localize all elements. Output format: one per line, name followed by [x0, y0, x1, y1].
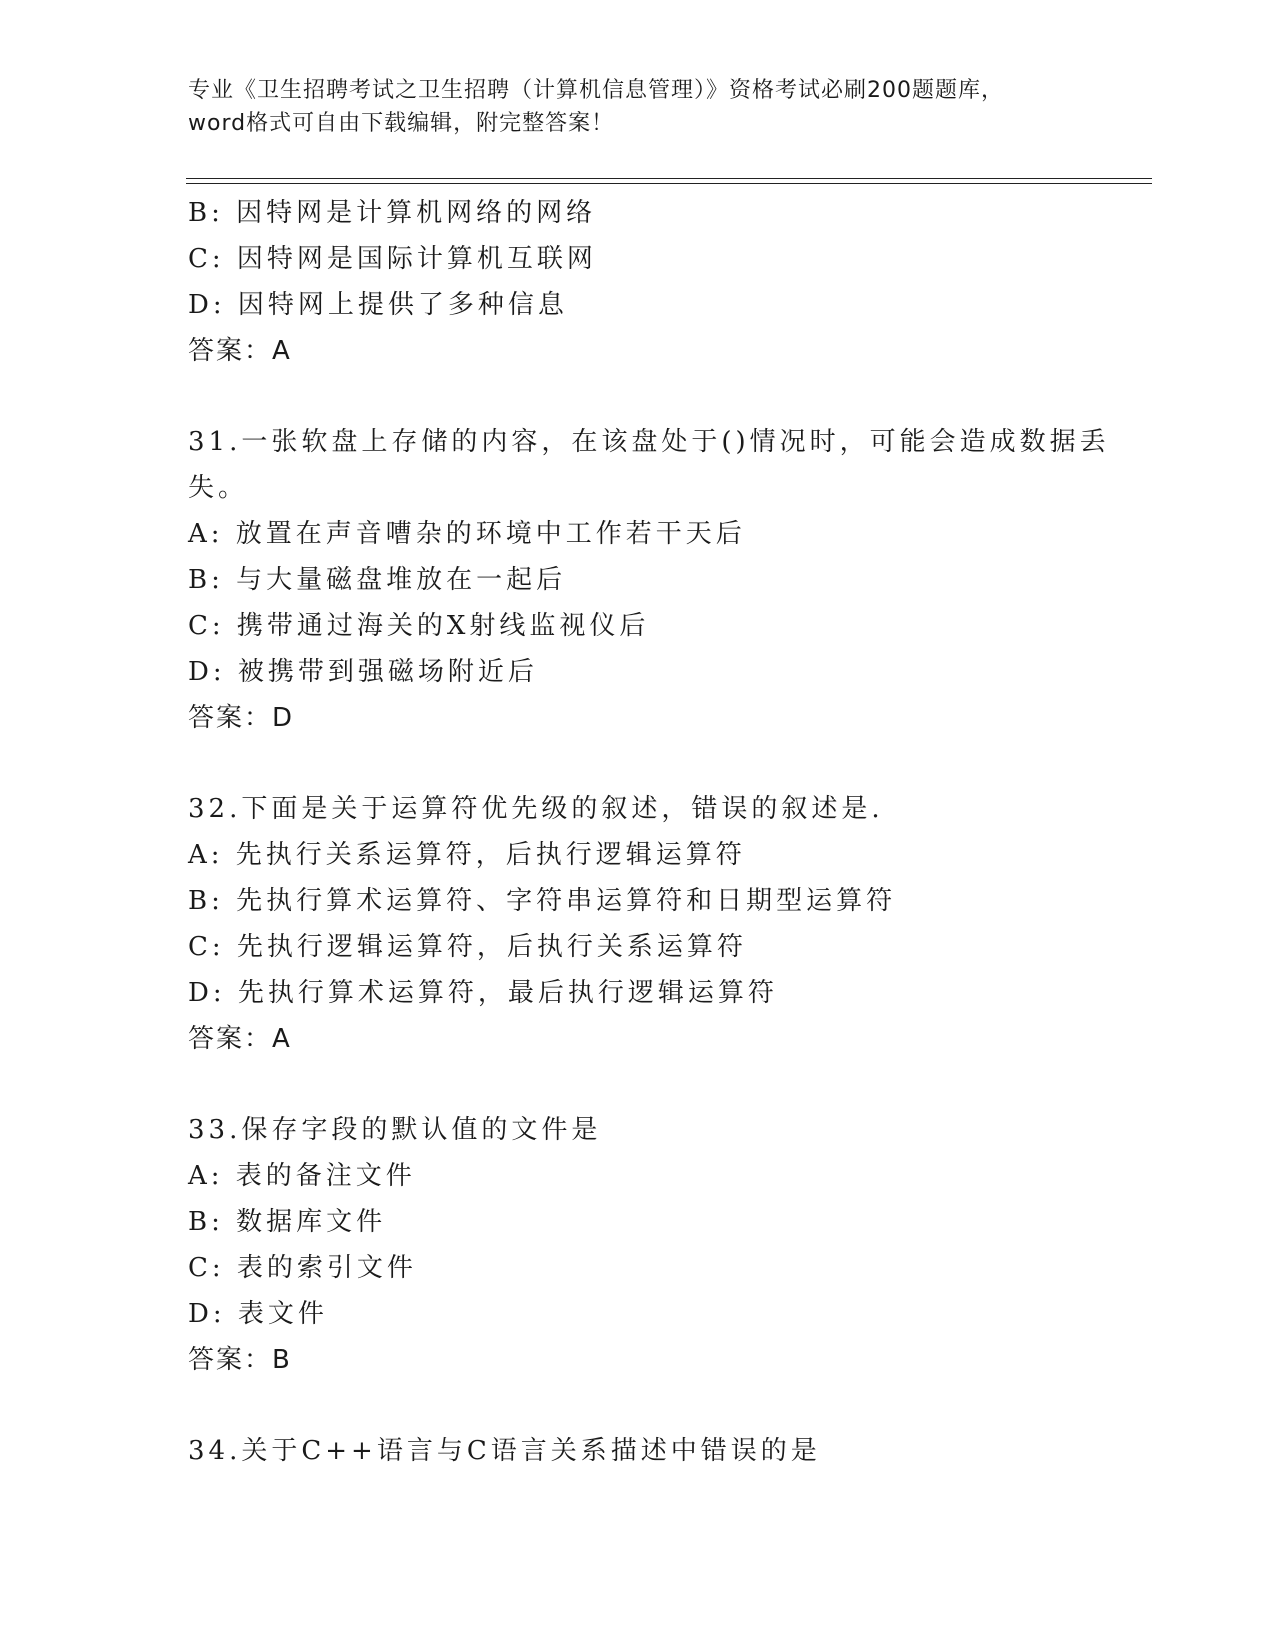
question-32-text: 32.下面是关于运算符优先级的叙述，错误的叙述是.	[188, 794, 884, 824]
option-d: D: 被携带到强磁场附近后	[188, 657, 538, 687]
answer-label: 答案：B	[188, 1345, 292, 1375]
option-d: D: 因特网上提供了多种信息	[188, 290, 568, 320]
option-a: A: 表的备注文件	[188, 1161, 416, 1191]
question-block-34	[188, 1428, 1088, 1474]
header-line-2: word格式可自由下载编辑，附完整答案！	[188, 111, 615, 136]
question-block-32	[188, 786, 1088, 1062]
option-d: D: 先执行算术运算符，最后执行逻辑运算符	[188, 978, 778, 1008]
header-line-1: 专业《卫生招聘考试之卫生招聘（计算机信息管理）》资格考试必刷200题题库，	[188, 78, 1004, 103]
question-31-text-line-1: 31.一张软盘上存储的内容，在该盘处于()情况时，可能会造成数据丢	[188, 427, 1110, 457]
question-34-text: 34.关于C++语言与C语言关系描述中错误的是	[188, 1436, 821, 1466]
option-b: B: 与大量磁盘堆放在一起后	[188, 565, 567, 595]
question-31-text-line-2: 失。	[188, 473, 249, 503]
option-c: C: 表的索引文件	[188, 1253, 417, 1283]
option-b: B: 数据库文件	[188, 1207, 387, 1237]
option-b: B: 因特网是计算机网络的网络	[188, 198, 597, 228]
option-b: B: 先执行算术运算符、字符串运算符和日期型运算符	[188, 886, 897, 916]
option-d: D: 表文件	[188, 1299, 328, 1329]
question-block-continued	[188, 190, 1088, 374]
header-divider-bottom	[186, 183, 1152, 184]
option-c: C: 携带通过海关的X射线监视仪后	[188, 611, 650, 641]
question-list	[188, 190, 1110, 1474]
option-a: A: 先执行关系运算符，后执行逻辑运算符	[188, 840, 746, 870]
question-block-33	[188, 1107, 1088, 1383]
option-c: C: 先执行逻辑运算符，后执行关系运算符	[188, 932, 747, 962]
option-a: A: 放置在声音嘈杂的环境中工作若干天后	[188, 519, 746, 549]
option-c: C: 因特网是国际计算机互联网	[188, 244, 597, 274]
answer-label: 答案：D	[188, 703, 295, 733]
question-33-text: 33.保存字段的默认值的文件是	[188, 1115, 602, 1145]
answer-label: 答案：A	[188, 1024, 292, 1054]
answer-label: 答案：A	[188, 336, 292, 366]
question-block-31	[188, 419, 1110, 741]
document-header	[188, 74, 1088, 140]
header-divider-top	[186, 178, 1152, 179]
